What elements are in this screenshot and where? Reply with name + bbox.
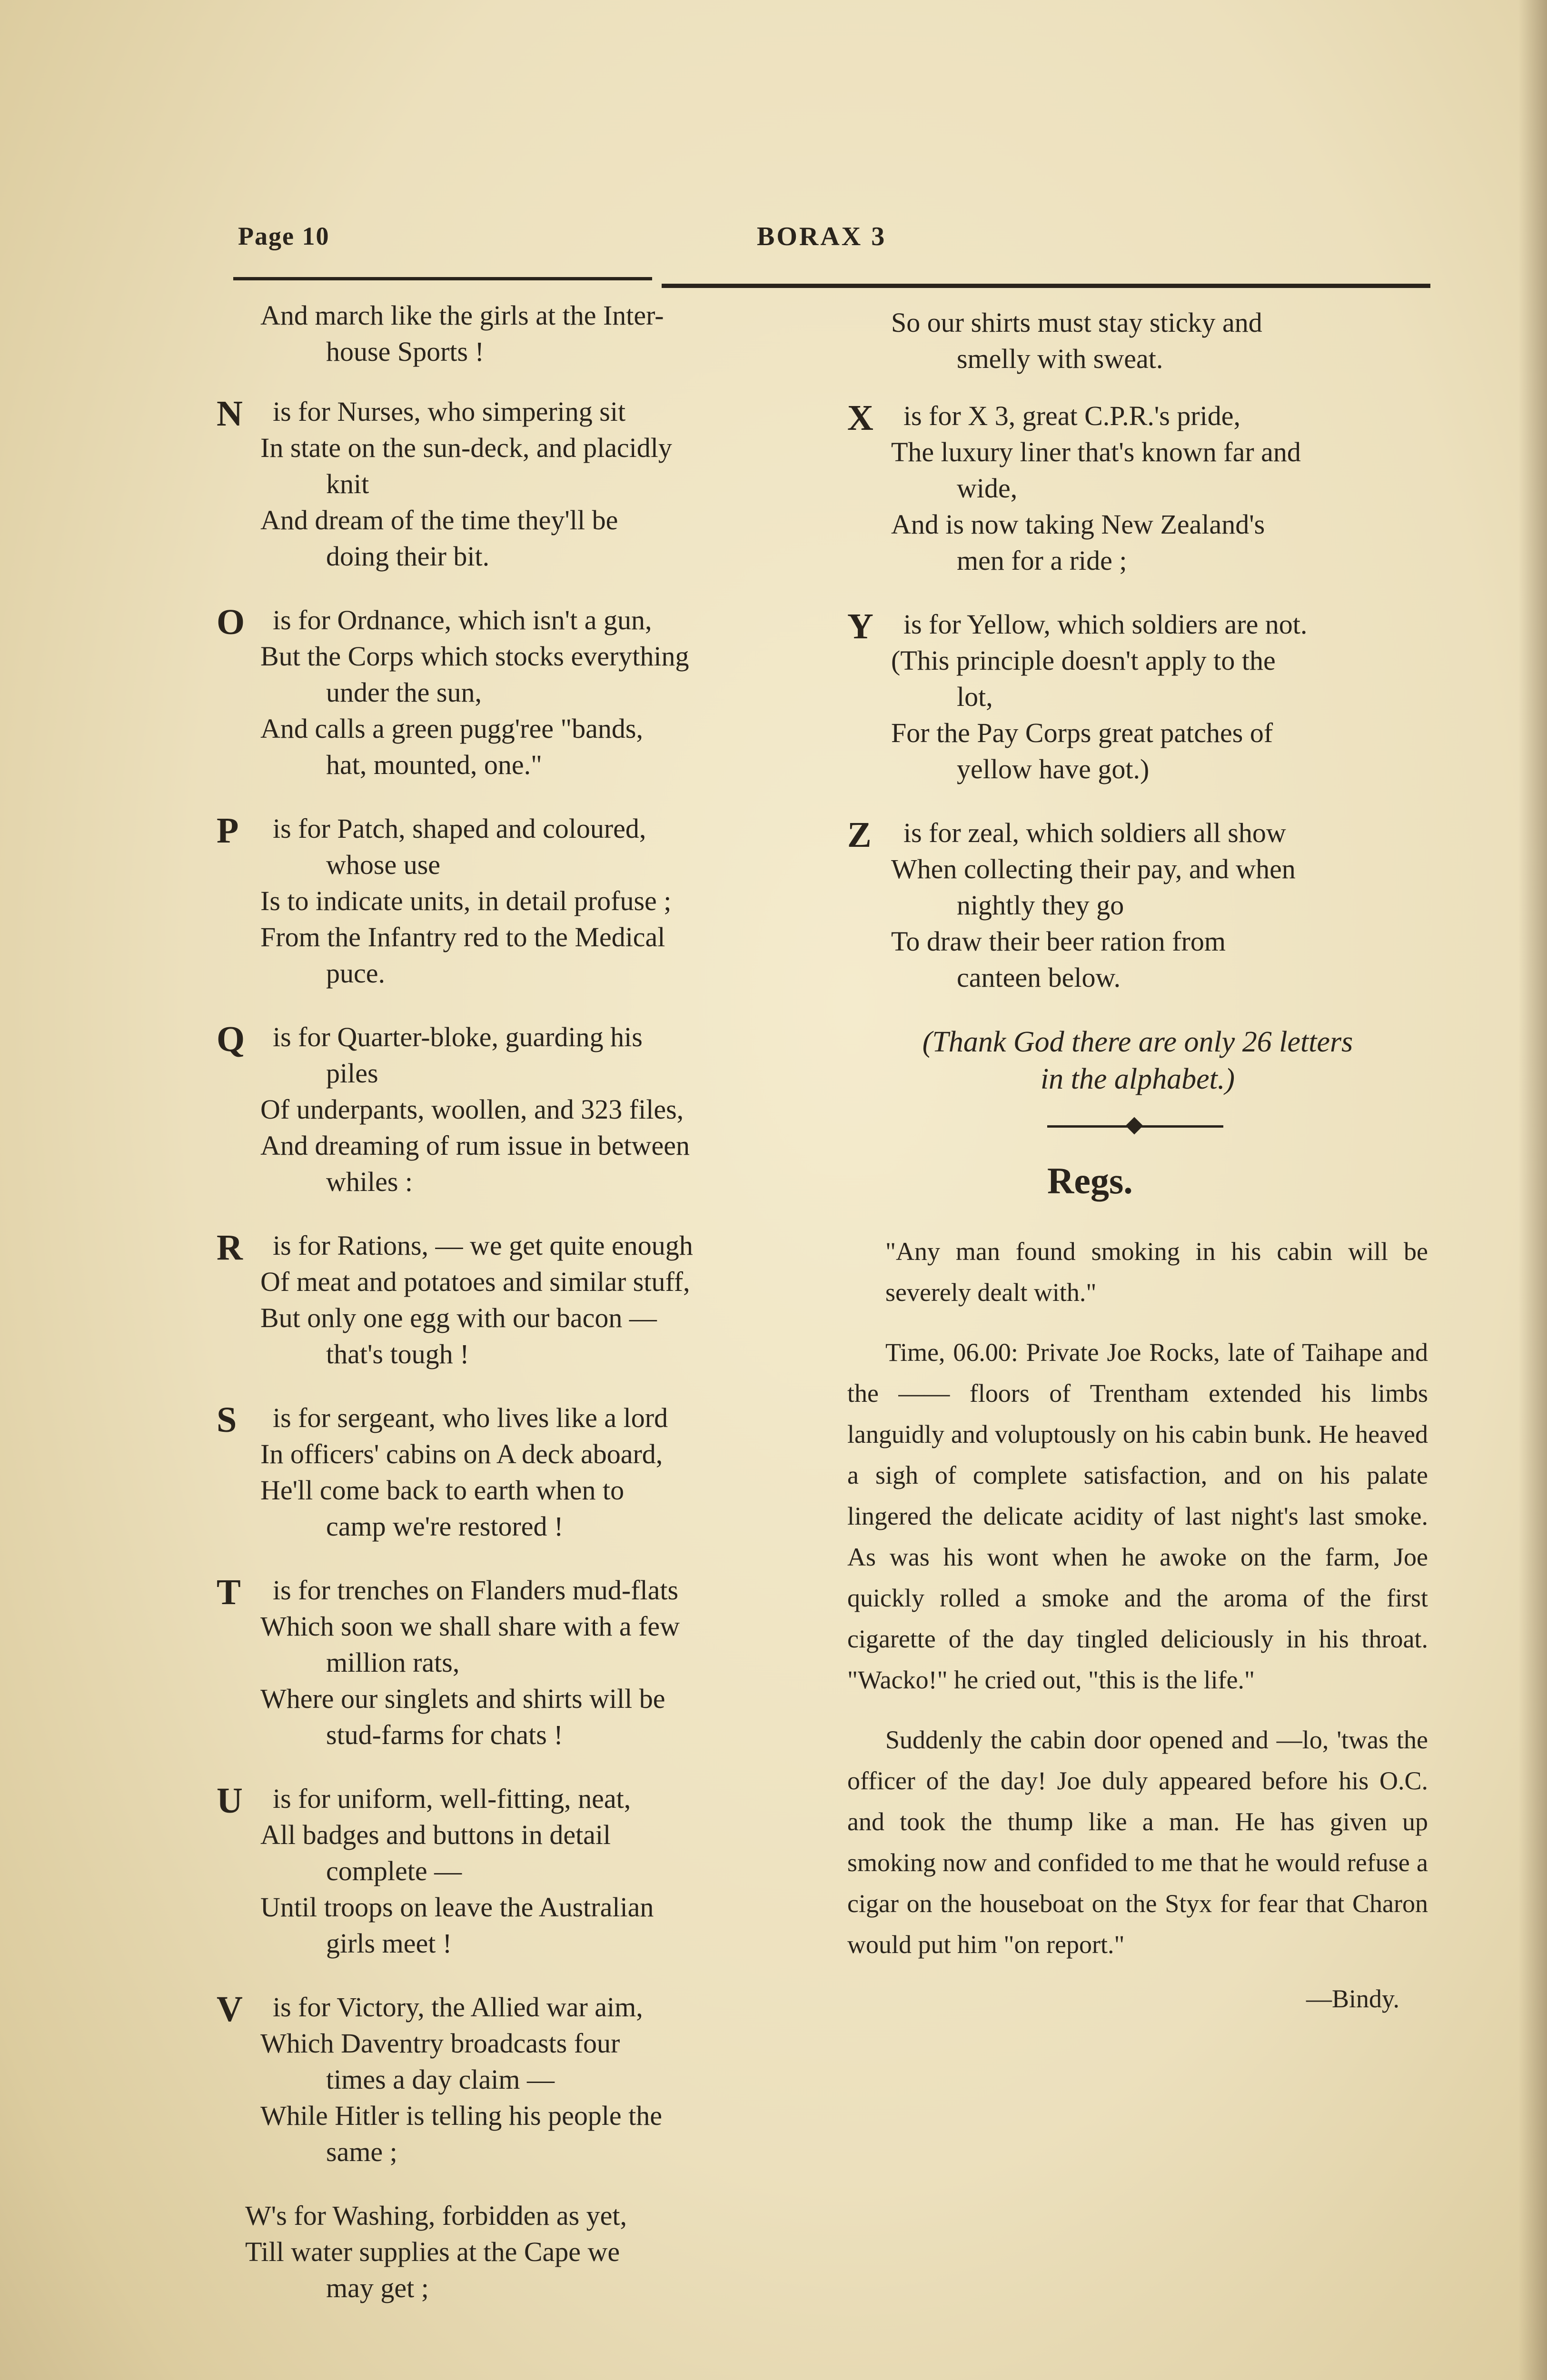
verse-line: Which Daventry broadcasts four (260, 2028, 620, 2059)
verse-line: knit (326, 468, 369, 499)
verse-line: And calls a green pugg'ree "bands, (260, 713, 643, 744)
verse-line: And dream of the time they'll be (260, 505, 618, 536)
verse-line: is for Yellow, which soldiers are not. (903, 609, 1308, 640)
verse-line: is for trenches on Flanders mud-flats (273, 1575, 679, 1606)
stanza-s (217, 1400, 781, 1545)
verse-line: canteen below. (957, 962, 1121, 993)
verse-line: yellow have got.) (957, 754, 1150, 784)
header-rule-left (233, 277, 652, 280)
verse-line: When collecting their pay, and when (891, 853, 1296, 884)
verse-line: Of meat and potatoes and similar stuff, (260, 1266, 690, 1297)
verse-line: And march like the girls at the Inter- (260, 300, 664, 331)
verse-line: that's tough ! (326, 1339, 469, 1369)
stanza-z (847, 815, 1428, 996)
stanza-x (847, 398, 1428, 579)
diamond-icon (1126, 1117, 1143, 1135)
stanza-letter: Z (847, 815, 872, 855)
verse-line: To draw their beer ration from (891, 926, 1226, 957)
stanza-n (217, 394, 781, 575)
verse-line: Which soon we shall share with a few (260, 1611, 680, 1642)
paragraph: Suddenly the cabin door opened and —lo, 'twas the officer of the day! Joe duly appeared before his O.C. and took the thump like a man. He has given up smoking now and confided to me that he would refuse a cigar on the houseboat on the Styx for fear that Charon would put him "on report." (847, 1726, 1428, 1959)
verse-line: is for Nurses, who simpering sit (273, 396, 626, 427)
verse-line: times a day claim — (326, 2064, 555, 2095)
verse-line: camp we're restored ! (326, 1511, 564, 1542)
verse-line: complete — (326, 1855, 462, 1886)
verse-line: He'll come back to earth when to (260, 1475, 625, 1506)
stanza-q (217, 1019, 781, 1200)
verse-line: under the sun, (326, 677, 482, 708)
verse-line: is for sergeant, who lives like a lord (273, 1402, 668, 1433)
verse-line: While Hitler is telling his people the (260, 2100, 663, 2131)
stanza-letter: X (847, 398, 873, 438)
verse-line: From the Infantry red to the Medical (260, 922, 665, 952)
page-edge-shadow (1518, 0, 1547, 2380)
verse-line: (This principle doesn't apply to the (891, 645, 1276, 676)
verse-line: nightly they go (957, 890, 1124, 921)
page-header (238, 221, 1428, 259)
verse-line: piles (326, 1058, 378, 1089)
verse-line: All badges and buttons in detail (260, 1819, 611, 1850)
verse-line: same ; (326, 2136, 397, 2167)
verse-line: But the Corps which stocks everything (260, 641, 689, 672)
verse-line: The luxury liner that's known far and (891, 436, 1301, 467)
stanza-w (217, 2198, 781, 2306)
stanza-letter: O (217, 602, 245, 642)
verse-line: wide, (957, 473, 1018, 504)
signature: —Bindy. (1306, 1984, 1399, 2013)
verse-line: Till water supplies at the Cape we (245, 2236, 620, 2267)
verse-line: is for Quarter-bloke, guarding his (273, 1021, 643, 1052)
verse-line: girls meet ! (326, 1928, 452, 1959)
verse-line: is for X 3, great C.P.R.'s pride, (903, 400, 1241, 431)
stanza-o (217, 602, 781, 783)
verse-line: is for Rations, — we get quite enough (273, 1230, 693, 1261)
paragraph: "Any man found smoking in his cabin will be severely dealt with." (885, 1237, 1428, 1307)
stanza-u (217, 1781, 781, 1962)
stanza-letter: N (217, 394, 243, 434)
divider-ornament (847, 1112, 1428, 1140)
publication-title: BORAX 3 (757, 222, 887, 251)
verse-line: And dreaming of rum issue in between (260, 1130, 690, 1161)
paragraph: Time, 06.00: Private Joe Rocks, late of Taihape and the —— floors of Trentham extended his limbs languidly and voluptously on his cabin bunk. He heaved a sigh of complete satisfaction, and on his palate lingered the delicate acidity of last night's last smoke. As was his wont when he awoke on the farm, Joe quickly rolled a smoke and the aroma of the first cigarette of the day tingled deliciously in his throat. "Wacko!" he cried out, "this is the life." (847, 1338, 1428, 1694)
stanza-v (217, 1989, 781, 2170)
verse-line: Where our singlets and shirts will be (260, 1683, 665, 1714)
stanza-letter: S (217, 1400, 237, 1440)
verse-line: W's for Washing, forbidden as yet, (245, 2200, 627, 2231)
verse-line: is for zeal, which soldiers all show (903, 817, 1286, 848)
verse-line: may get ; (326, 2272, 429, 2303)
section-title: Regs. (1047, 1160, 1133, 1201)
verse-line: men for a ride ; (957, 545, 1127, 576)
stanza-letter: V (217, 1989, 243, 2029)
stanza-letter: Q (217, 1019, 245, 1059)
verse-line: Is to indicate units, in detail profuse ; (260, 885, 672, 916)
verse-line: is for Patch, shaped and coloured, (273, 813, 646, 844)
stanza-y (847, 606, 1428, 787)
verse-line: hat, mounted, one." (326, 749, 542, 780)
stanza-letter: T (217, 1572, 241, 1612)
closing-line: in the alphabet.) (1040, 1063, 1235, 1095)
right-column (847, 305, 1428, 2256)
verse-line: whose use (326, 849, 441, 880)
verse-line: So our shirts must stay sticky and (891, 307, 1262, 338)
stanza-p (217, 811, 781, 992)
closing-line: (Thank God there are only 26 letters (922, 1026, 1353, 1058)
verse-line: In officers' cabins on A deck aboard, (260, 1438, 663, 1469)
verse-line: doing their bit. (326, 541, 490, 572)
verse-line: Until troops on leave the Australian (260, 1892, 654, 1923)
stanza-r (217, 1228, 781, 1372)
verse-line: Of underpants, woollen, and 323 files, (260, 1094, 684, 1125)
verse-line: is for uniform, well-fitting, neat, (273, 1783, 631, 1814)
verse-line: lot, (957, 681, 993, 712)
verse-line: is for Victory, the Allied war aim, (273, 1992, 643, 2023)
opening-stanza-right (847, 305, 1428, 377)
stanza-letter: R (217, 1228, 243, 1268)
page-number: Page 10 (238, 222, 330, 250)
closing-note (847, 1023, 1428, 1098)
header-rule-right (662, 284, 1430, 288)
verse-line: puce. (326, 958, 385, 989)
verse-line: house Sports ! (326, 336, 484, 367)
stanza-t (217, 1572, 781, 1753)
verse-line: smelly with sweat. (957, 343, 1163, 374)
stanza-letter: P (217, 811, 239, 851)
verse-line: But only one egg with our bacon — (260, 1302, 657, 1333)
verse-line: whiles : (326, 1166, 413, 1197)
verse-line: In state on the sun-deck, and placidly (260, 432, 672, 463)
verse-line: And is now taking New Zealand's (891, 509, 1265, 540)
stanza-letter: Y (847, 606, 873, 646)
verse-line: stud-farms for chats ! (326, 1719, 563, 1750)
left-column (217, 298, 781, 2344)
stanza-letter: U (217, 1781, 243, 1821)
verse-line: For the Pay Corps great patches of (891, 717, 1273, 748)
verse-line: is for Ordnance, which isn't a gun, (273, 605, 652, 635)
verse-line: million rats, (326, 1647, 460, 1678)
opening-stanza (217, 298, 781, 370)
